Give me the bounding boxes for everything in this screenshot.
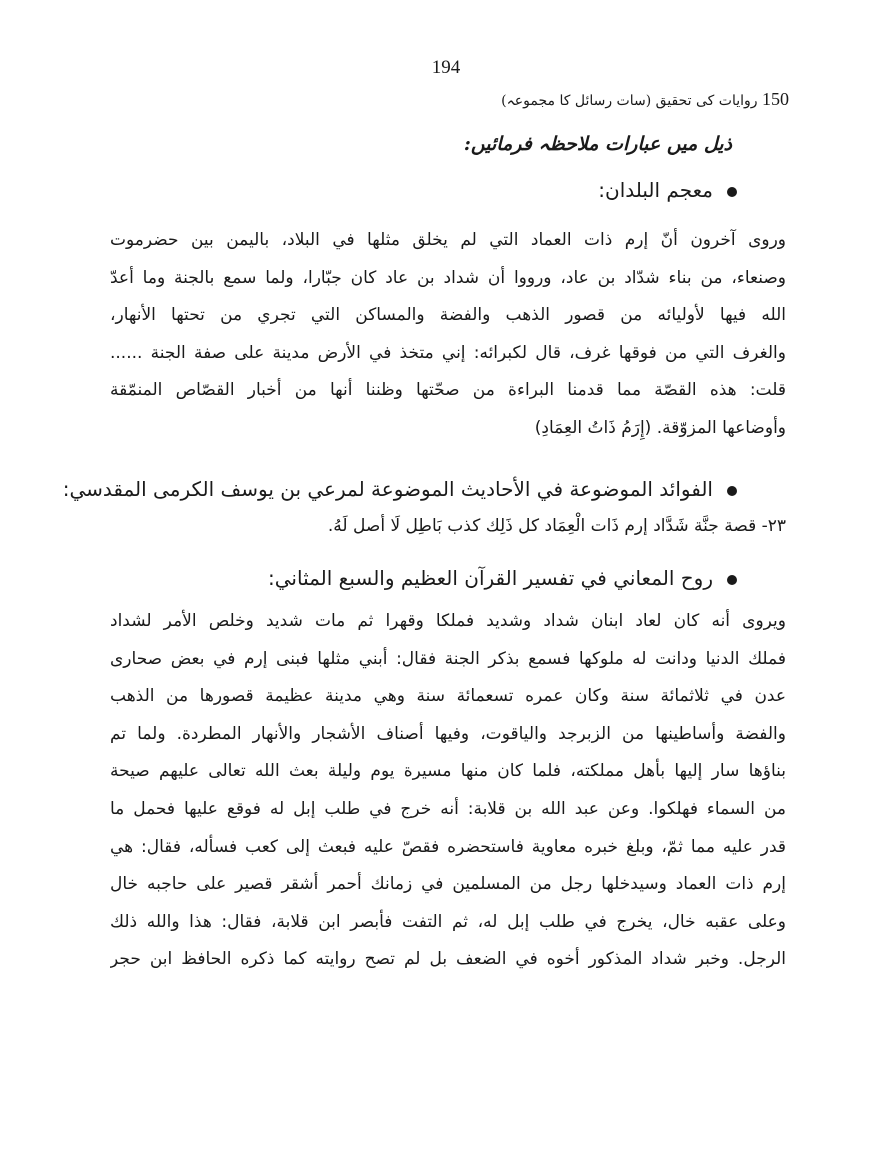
- text-line: بناؤها سار إليها بأهل مملكته، فلما كان منها مسيرة يوم وليلة بعث الله تعالى عليهم صيحة: [110, 761, 786, 782]
- text-line: والغرف التي من فوقها غرف، قال لكبرائه: إني متخذ في الأرض مدينة على صفة الجنة ......: [110, 342, 786, 363]
- text-line: عدن في ثلاثمائة سنة وكان عمره تسعمائة سنة وهي مدينة عظيمة قصورها من الذهب: [110, 686, 786, 707]
- text-line: وأوضاعها المزوّقة. (إِرَمُ ذَاتُ العِمَادِ): [534, 417, 786, 438]
- page-number: 194: [431, 57, 461, 78]
- text-line: وروى آخرون أنّ إرم ذات العماد التي لم يخلق مثلها في البلاد، باليمن بين حضرموت: [110, 230, 786, 250]
- bullet-icon: [727, 486, 737, 496]
- text-line: فملك الدنيا ودانت له ملوكها فسمع بذكر الجنة فقال: أبني مثلها فبنى إرم في بعض صحارى: [110, 648, 786, 669]
- text-line: وصنعاء، من بناء شدّاد بن عاد، ورووا أن شداد بن عاد كان جبّارا، ولما سمع بالجنة وما أعدّ: [110, 267, 786, 288]
- intro-heading: ذیل میں عبارات ملاحظہ فرمائیں:: [463, 133, 732, 155]
- section-heading-mujam-al-buldan: [598, 178, 737, 202]
- section-body-mujam-al-buldan: [110, 222, 786, 448]
- text-line: الرجل. وخبر شداد المذكور أخوه في الضعف بل لم تصح روايته كما ذكره الحافظ ابن حجر: [110, 949, 786, 970]
- bullet-icon: [727, 575, 737, 585]
- running-header-title: روایات کی تحقیق (سات رسائل کا مجموعہ): [501, 93, 758, 109]
- text-line: قلت: هذه القصّة مما قدمنا البراءة من صحّتها وظننا أنها من أخبار القصّاص المنمّقة: [110, 380, 786, 401]
- section-body-al-fawaid: [328, 516, 786, 536]
- section-heading-text: معجم البلدان:: [598, 178, 713, 202]
- text-line: ويروى أنه كان لعاد ابنان شداد وشديد فملكا وقهرا ثم مات شديد وخلص الأمر لشداد: [110, 611, 786, 631]
- bullet-icon: [727, 187, 737, 197]
- text-line: والفضة وأساطينها من الزبرجد والياقوت، وفيها أصناف الأشجار والأنهار المطردة. ولما تم: [110, 723, 786, 744]
- section-heading-text: الفوائد الموضوعة في الأحاديث الموضوعة لمرعي بن يوسف الكرمى المقدسي:: [62, 477, 713, 501]
- section-heading-al-fawaid: [63, 477, 737, 501]
- section-heading-text: روح المعاني في تفسير القرآن العظيم والسبع المثاني:: [268, 566, 713, 590]
- text-line: الله فيها لأوليائه من قصور الذهب والفضة والمساكن التي تجري من تحتها الأنهار،: [110, 305, 786, 326]
- section-heading-ruh-al-maani: [268, 566, 737, 590]
- text-line: ٢٣- قصة جنَّة شَدَّاد إرم ذَات الْعِمَاد كل ذَلِك كذب بَاطِل لَا أصل لَهُ.: [327, 516, 786, 536]
- text-line: وعلى عقبه خال، يخرج في طلب إبل له، ثم التفت فأبصر ابن قلابة، فقال: هذا والله ذلك: [110, 911, 786, 932]
- text-line: من السماء فهلكوا. وعن عبد الله بن قلابة: أنه خرج في طلب إبل له فوقع عليها فحمل ما: [110, 798, 786, 819]
- running-header-number: 150: [762, 89, 789, 109]
- text-line: إرم ذات العماد وسيدخلها رجل من المسلمين في زمانك أحمر أشقر قصير على حاجبه خال: [110, 874, 786, 895]
- text-line: قدر عليه مما ثمّ، وبلغ خبره معاوية فاستحضره فقصّ عليه فبعث إلى كعب فسأله، فقال: هي: [110, 836, 786, 857]
- running-header: [501, 89, 789, 110]
- section-body-ruh-al-maani: [110, 603, 786, 979]
